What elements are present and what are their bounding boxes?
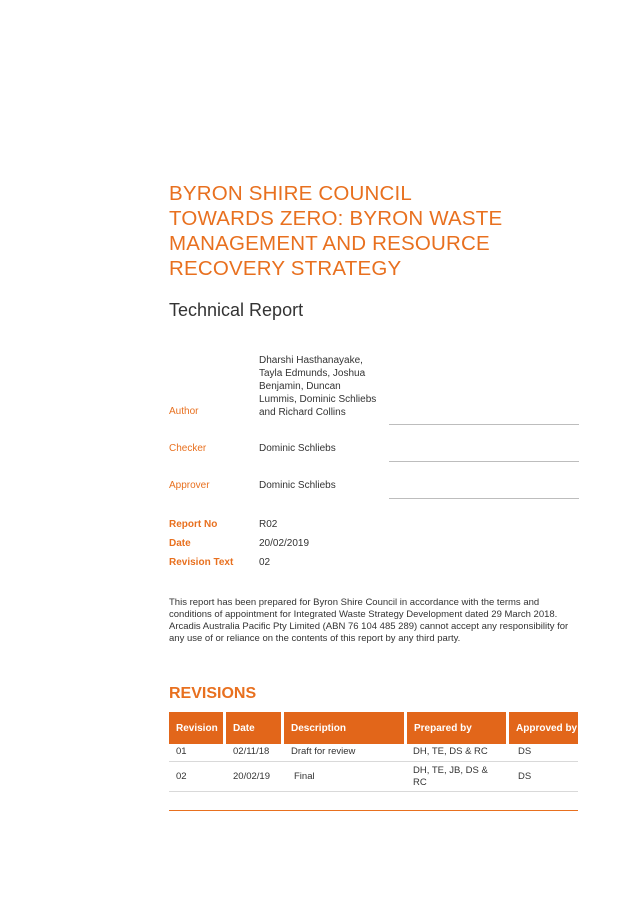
checker-value: Dominic Schliebs	[259, 443, 336, 454]
header-cell-approved-by: Approved by	[509, 712, 578, 744]
title-line: BYRON SHIRE COUNCIL	[169, 182, 413, 205]
date-label: Date	[169, 538, 191, 549]
table-cell: 20/02/19	[233, 771, 270, 782]
author-line: Benjamin, Duncan	[259, 381, 341, 392]
header-cell-date: Date	[226, 712, 281, 744]
revision-text-value: 02	[259, 557, 271, 568]
table-cell: 01	[176, 746, 187, 757]
title-line: TOWARDS ZERO: BYRON WASTE	[169, 207, 503, 230]
author-line: and Richard Collins	[259, 407, 346, 418]
title-line: RECOVERY STRATEGY	[169, 257, 402, 280]
header-cell-prepared-by: Prepared by	[407, 712, 506, 744]
table-bottom-rule	[169, 810, 578, 811]
table-cell: Final	[294, 771, 315, 782]
table-cell: DS	[518, 771, 532, 782]
report-no-label: Report No	[169, 519, 218, 530]
approver-label: Approver	[169, 480, 210, 491]
document-subtitle: Technical Report	[169, 300, 304, 320]
approver-value: Dominic Schliebs	[259, 480, 336, 491]
author-label: Author	[169, 406, 199, 417]
revisions-heading: REVISIONS	[169, 685, 257, 702]
author-signature-line	[389, 424, 579, 425]
report-no-value: R02	[259, 519, 278, 530]
table-cell: 02	[176, 771, 187, 782]
author-line: Lummis, Dominic Schliebs	[259, 394, 377, 405]
date-value: 20/02/2019	[259, 538, 310, 549]
header-cell-description: Description	[284, 712, 404, 744]
document-title	[169, 181, 589, 281]
author-line: Tayla Edmunds, Joshua	[259, 368, 366, 379]
approver-signature-line	[389, 498, 579, 499]
row-divider	[169, 791, 578, 792]
author-line: Dharshi Hasthanayake,	[259, 355, 363, 366]
revisions-table-header	[169, 712, 578, 744]
table-cell: 02/11/18	[233, 746, 270, 757]
checker-label: Checker	[169, 443, 207, 454]
table-cell: DH, TE, DS & RC	[413, 746, 488, 757]
header-cell-revision: Revision	[169, 712, 223, 744]
table-cell: DS	[518, 746, 532, 757]
author-value	[259, 354, 394, 419]
title-line: MANAGEMENT AND RESOURCE	[169, 232, 490, 255]
table-cell: Draft for review	[291, 746, 356, 757]
row-divider	[169, 761, 578, 762]
disclaimer-text: This report has been prepared for Byron Shire Council in accordance with the terms and conditions of appointment for Integrated Waste Strategy Development dated 29 March 2018. Arcadis Australia Pacific Pty Limited (ABN 76 104 485 289) cannot accept any responsibility for any use of or reliance on the contents of this report by any third party.	[169, 597, 569, 644]
checker-signature-line	[389, 461, 579, 462]
revision-text-label: Revision Text	[169, 557, 234, 568]
table-cell: DH, TE, JB, DS & RC	[413, 765, 488, 788]
